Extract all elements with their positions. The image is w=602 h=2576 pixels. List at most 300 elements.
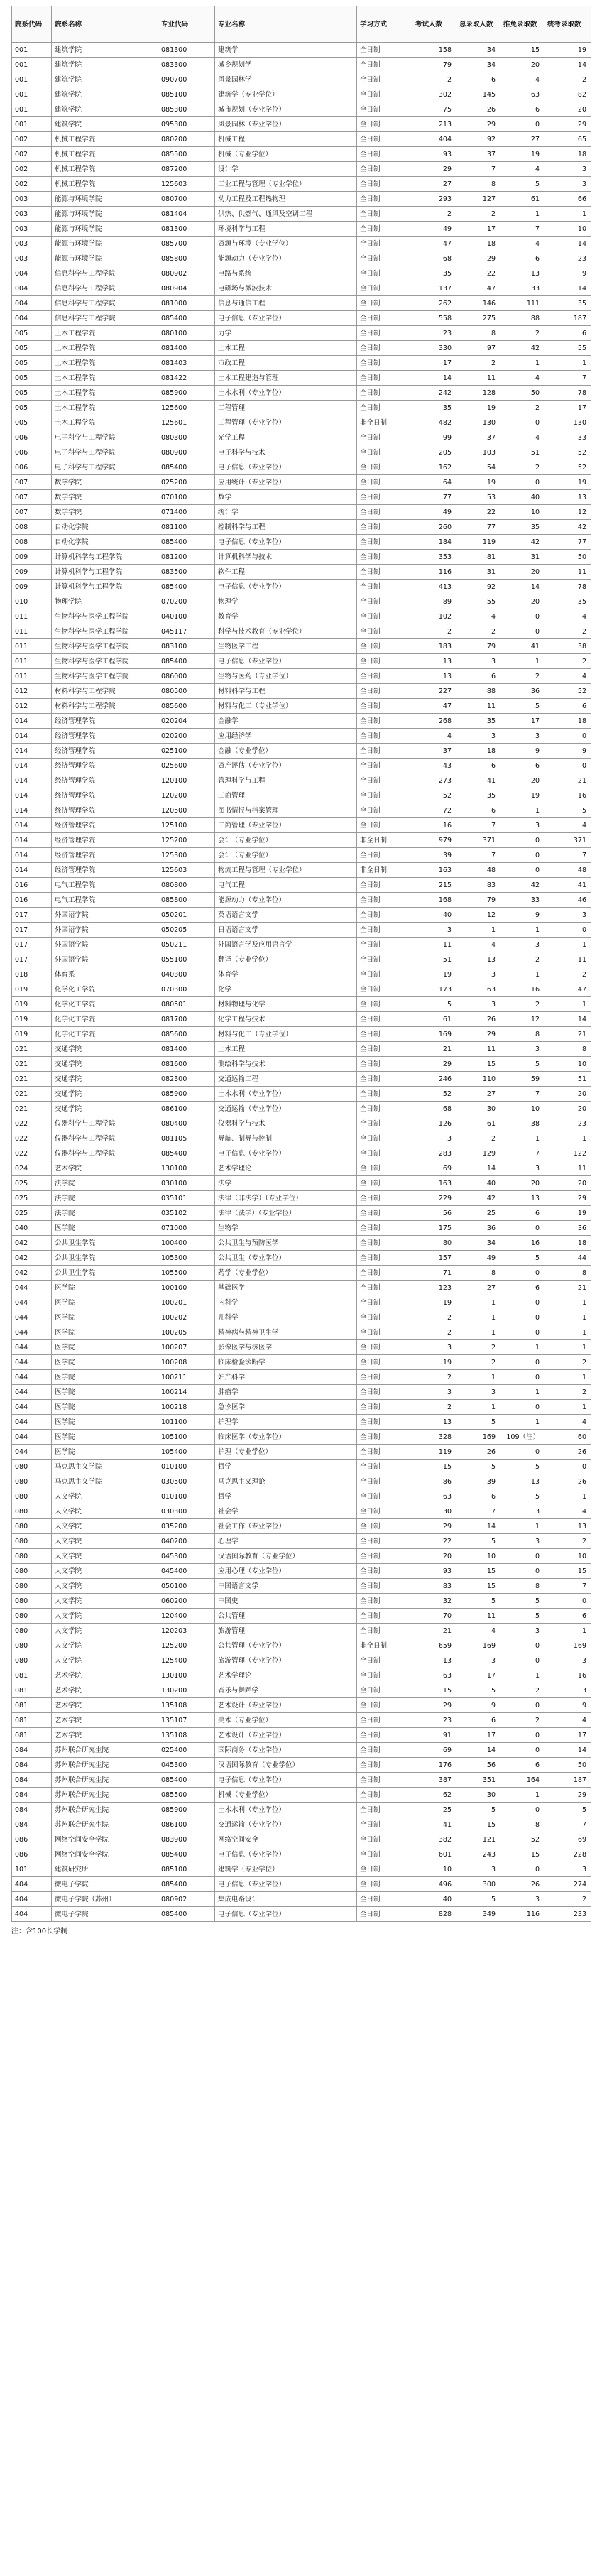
cell-study-mode: 全日制 [357, 1295, 412, 1310]
cell-dept-code: 003 [12, 237, 52, 251]
cell-exam-admitted: 4 [544, 818, 591, 833]
table-row [12, 863, 591, 878]
table-row [12, 1773, 591, 1788]
cell-exam-admitted: 26 [544, 1445, 591, 1460]
cell-study-mode: 全日制 [357, 744, 412, 759]
table-row [12, 162, 591, 177]
cell-study-mode: 全日制 [357, 1713, 412, 1728]
header-row [12, 6, 591, 43]
cell-major-name: 马克思主义理论 [215, 1474, 357, 1489]
cell-recommended-admitted: 61 [500, 192, 544, 207]
table-row [12, 72, 591, 87]
cell-exam-admitted: 3 [544, 177, 591, 192]
cell-exam-admitted: 10 [544, 1549, 591, 1564]
cell-recommended-admitted: 0 [500, 1355, 544, 1370]
cell-dept-name: 经济管理学院 [52, 803, 158, 818]
cell-major-name: 电子信息（专业学位） [215, 654, 357, 669]
cell-study-mode: 全日制 [357, 1057, 412, 1072]
cell-study-mode: 全日制 [357, 460, 412, 475]
cell-dept-name: 公共卫生学院 [52, 1236, 158, 1251]
table-row [12, 326, 591, 341]
cell-major-name: 基础医学 [215, 1281, 357, 1295]
table-row [12, 356, 591, 371]
cell-recommended-admitted: 4 [500, 430, 544, 445]
cell-exam-admitted: 7 [544, 848, 591, 863]
cell-study-mode: 全日制 [357, 87, 412, 102]
cell-major-name: 电子科学与技术 [215, 445, 357, 460]
cell-dept-name: 仪器科学与工程学院 [52, 1146, 158, 1161]
cell-exam-admitted: 3 [544, 908, 591, 923]
cell-recommended-admitted: 8 [500, 1817, 544, 1832]
cell-major-name: 仪器科学与技术 [215, 1116, 357, 1131]
cell-dept-name: 经济管理学院 [52, 759, 158, 773]
cell-major-name: 电子信息（专业学位） [215, 1773, 357, 1788]
cell-study-mode: 全日制 [357, 818, 412, 833]
cell-major-code: 085900 [158, 1803, 215, 1817]
cell-exam-admitted: 82 [544, 87, 591, 102]
cell-major-code: 120400 [158, 1609, 215, 1624]
cell-total-admitted: 2 [456, 207, 500, 222]
table-row [12, 341, 591, 356]
cell-major-code: 025200 [158, 475, 215, 490]
cell-exam-count: 330 [412, 341, 456, 356]
cell-exam-admitted: 4 [544, 609, 591, 624]
table-row [12, 386, 591, 401]
cell-exam-count: 246 [412, 1072, 456, 1087]
cell-exam-admitted: 17 [544, 401, 591, 415]
cell-total-admitted: 77 [456, 520, 500, 535]
cell-study-mode: 全日制 [357, 535, 412, 550]
header-exam-count: 考试人数 [412, 6, 456, 43]
cell-exam-admitted: 44 [544, 1251, 591, 1266]
cell-exam-count: 215 [412, 878, 456, 893]
cell-exam-count: 40 [412, 908, 456, 923]
cell-recommended-admitted: 3 [500, 1161, 544, 1176]
cell-major-code: 085300 [158, 102, 215, 117]
cell-recommended-admitted: 3 [500, 1892, 544, 1907]
cell-total-admitted: 2 [456, 356, 500, 371]
table-row [12, 1012, 591, 1027]
cell-total-admitted: 7 [456, 818, 500, 833]
cell-recommended-admitted: 42 [500, 878, 544, 893]
table-row [12, 1758, 591, 1773]
cell-exam-count: 25 [412, 1803, 456, 1817]
cell-dept-code: 009 [12, 580, 52, 594]
cell-major-name: 建筑学（专业学位） [215, 87, 357, 102]
cell-study-mode: 全日制 [357, 1743, 412, 1758]
cell-dept-code: 003 [12, 207, 52, 222]
cell-exam-count: 213 [412, 117, 456, 132]
cell-major-name: 金融学 [215, 714, 357, 729]
cell-exam-count: 16 [412, 818, 456, 833]
cell-dept-code: 042 [12, 1251, 52, 1266]
cell-recommended-admitted: 0 [500, 1862, 544, 1877]
cell-major-name: 工商管理 [215, 788, 357, 803]
cell-major-code: 025100 [158, 744, 215, 759]
footnote: 注：含100长学制 [11, 1928, 68, 1935]
cell-exam-admitted: 16 [544, 788, 591, 803]
cell-recommended-admitted: 42 [500, 341, 544, 356]
cell-dept-code: 005 [12, 341, 52, 356]
cell-dept-name: 能源与环境学院 [52, 192, 158, 207]
cell-major-name: 城乡规划学 [215, 58, 357, 72]
cell-dept-name: 法学院 [52, 1176, 158, 1191]
cell-exam-admitted: 233 [544, 1907, 591, 1922]
cell-recommended-admitted: 2 [500, 997, 544, 1012]
cell-recommended-admitted: 2 [500, 460, 544, 475]
table-row [12, 192, 591, 207]
cell-total-admitted: 19 [456, 475, 500, 490]
cell-dept-name: 仪器科学与工程学院 [52, 1131, 158, 1146]
cell-major-code: 055100 [158, 952, 215, 967]
cell-dept-name: 人文学院 [52, 1489, 158, 1504]
cell-exam-admitted: 9 [544, 266, 591, 281]
cell-total-admitted: 12 [456, 908, 500, 923]
cell-total-admitted: 18 [456, 744, 500, 759]
cell-dept-code: 004 [12, 311, 52, 326]
cell-study-mode: 全日制 [357, 266, 412, 281]
cell-exam-count: 3 [412, 1340, 456, 1355]
cell-total-admitted: 97 [456, 341, 500, 356]
cell-dept-code: 080 [12, 1624, 52, 1638]
cell-dept-name: 苏州联合研究生院 [52, 1773, 158, 1788]
cell-dept-name: 土木工程学院 [52, 401, 158, 415]
cell-total-admitted: 15 [456, 1057, 500, 1072]
cell-study-mode: 全日制 [357, 401, 412, 415]
cell-study-mode: 全日制 [357, 848, 412, 863]
cell-dept-code: 022 [12, 1116, 52, 1131]
cell-exam-admitted: 19 [544, 475, 591, 490]
cell-exam-count: 69 [412, 1743, 456, 1758]
cell-major-code: 081400 [158, 341, 215, 356]
cell-major-code: 085400 [158, 1877, 215, 1892]
cell-dept-code: 080 [12, 1460, 52, 1474]
cell-major-code: 100211 [158, 1370, 215, 1385]
cell-exam-admitted: 9 [544, 1698, 591, 1713]
cell-major-name: 测绘科学与技术 [215, 1057, 357, 1072]
cell-major-name: 电气工程 [215, 878, 357, 893]
cell-major-name: 工商管理（专业学位） [215, 818, 357, 833]
header-dept-code: 院系代码 [12, 6, 52, 43]
cell-major-code: 081404 [158, 207, 215, 222]
cell-recommended-admitted: 1 [500, 1131, 544, 1146]
cell-major-code: 071400 [158, 505, 215, 520]
cell-study-mode: 全日制 [357, 1072, 412, 1087]
cell-dept-name: 医学院 [52, 1325, 158, 1340]
cell-exam-admitted: 11 [544, 952, 591, 967]
cell-exam-admitted: 50 [544, 1758, 591, 1773]
cell-dept-name: 人文学院 [52, 1504, 158, 1519]
cell-dept-code: 001 [12, 43, 52, 58]
cell-total-admitted: 35 [456, 788, 500, 803]
cell-dept-code: 040 [12, 1221, 52, 1236]
cell-dept-name: 电气工程学院 [52, 878, 158, 893]
cell-exam-count: 15 [412, 1460, 456, 1474]
cell-dept-code: 044 [12, 1325, 52, 1340]
cell-study-mode: 全日制 [357, 43, 412, 58]
cell-major-name: 电子信息（专业学位） [215, 580, 357, 594]
cell-exam-admitted: 3 [544, 1653, 591, 1668]
cell-exam-count: 157 [412, 1251, 456, 1266]
table-row [12, 311, 591, 326]
cell-recommended-admitted: 1 [500, 207, 544, 222]
cell-exam-count: 13 [412, 669, 456, 684]
cell-total-admitted: 3 [456, 729, 500, 744]
cell-recommended-admitted: 14 [500, 580, 544, 594]
cell-dept-name: 土木工程学院 [52, 371, 158, 386]
cell-exam-admitted: 9 [544, 744, 591, 759]
cell-dept-code: 016 [12, 878, 52, 893]
cell-dept-code: 044 [12, 1355, 52, 1370]
cell-total-admitted: 79 [456, 893, 500, 908]
table-row [12, 1579, 591, 1594]
cell-exam-count: 353 [412, 550, 456, 565]
cell-recommended-admitted: 1 [500, 654, 544, 669]
cell-total-admitted: 3 [456, 997, 500, 1012]
table-row [12, 1474, 591, 1489]
cell-exam-count: 64 [412, 475, 456, 490]
cell-dept-code: 022 [12, 1131, 52, 1146]
table-row [12, 848, 591, 863]
cell-exam-count: 183 [412, 639, 456, 654]
cell-total-admitted: 14 [456, 1743, 500, 1758]
cell-dept-name: 建筑学院 [52, 117, 158, 132]
cell-major-name: 电子信息（专业学位） [215, 1907, 357, 1922]
cell-dept-name: 建筑学院 [52, 102, 158, 117]
cell-total-admitted: 18 [456, 237, 500, 251]
cell-dept-name: 土木工程学院 [52, 356, 158, 371]
table-row [12, 147, 591, 162]
cell-recommended-admitted: 5 [500, 1594, 544, 1609]
cell-major-name: 物流工程与管理（专业学位） [215, 863, 357, 878]
cell-recommended-admitted: 36 [500, 684, 544, 699]
cell-total-admitted: 56 [456, 1758, 500, 1773]
cell-total-admitted: 47 [456, 281, 500, 296]
cell-dept-code: 004 [12, 296, 52, 311]
cell-major-name: 机械（专业学位） [215, 147, 357, 162]
cell-exam-admitted: 7 [544, 371, 591, 386]
cell-major-name: 交通运输（专业学位） [215, 1817, 357, 1832]
cell-recommended-admitted: 164 [500, 1773, 544, 1788]
table-row [12, 1266, 591, 1281]
cell-exam-admitted: 16 [544, 1668, 591, 1683]
cell-major-name: 化学 [215, 982, 357, 997]
cell-dept-name: 医学院 [52, 1295, 158, 1310]
cell-study-mode: 全日制 [357, 1579, 412, 1594]
cell-recommended-admitted: 10 [500, 505, 544, 520]
cell-major-code: 050205 [158, 923, 215, 938]
cell-exam-admitted: 1 [544, 1489, 591, 1504]
cell-exam-admitted: 274 [544, 1877, 591, 1892]
cell-major-name: 心理学 [215, 1534, 357, 1549]
cell-recommended-admitted: 0 [500, 1310, 544, 1325]
cell-total-admitted: 7 [456, 848, 500, 863]
cell-recommended-admitted: 50 [500, 386, 544, 401]
cell-total-admitted: 5 [456, 1460, 500, 1474]
cell-recommended-admitted: 16 [500, 1236, 544, 1251]
cell-exam-count: 2 [412, 624, 456, 639]
cell-major-code: 081105 [158, 1131, 215, 1146]
cell-exam-count: 242 [412, 386, 456, 401]
cell-exam-count: 173 [412, 982, 456, 997]
cell-recommended-admitted: 13 [500, 1474, 544, 1489]
table-row [12, 1877, 591, 1892]
cell-major-name: 哲学 [215, 1489, 357, 1504]
cell-total-admitted: 1 [456, 1310, 500, 1325]
cell-major-name: 社会学 [215, 1504, 357, 1519]
cell-exam-count: 13 [412, 654, 456, 669]
cell-study-mode: 全日制 [357, 1653, 412, 1668]
cell-study-mode: 全日制 [357, 982, 412, 997]
cell-recommended-admitted: 9 [500, 744, 544, 759]
table-row [12, 415, 591, 430]
cell-dept-code: 404 [12, 1892, 52, 1907]
cell-dept-code: 044 [12, 1430, 52, 1445]
cell-exam-count: 72 [412, 803, 456, 818]
cell-dept-name: 化学化工学院 [52, 1027, 158, 1042]
cell-study-mode: 全日制 [357, 251, 412, 266]
cell-total-admitted: 6 [456, 803, 500, 818]
cell-major-name: 会计（专业学位） [215, 833, 357, 848]
cell-major-name: 公共管理 [215, 1609, 357, 1624]
cell-dept-name: 艺术学院 [52, 1161, 158, 1176]
cell-major-name: 能源动力（专业学位） [215, 893, 357, 908]
cell-total-admitted: 30 [456, 1102, 500, 1116]
cell-dept-code: 019 [12, 1027, 52, 1042]
cell-major-name: 英语语言文学 [215, 908, 357, 923]
cell-total-admitted: 169 [456, 1638, 500, 1653]
cell-exam-count: 47 [412, 699, 456, 714]
cell-dept-name: 医学院 [52, 1415, 158, 1430]
cell-study-mode: 全日制 [357, 132, 412, 147]
cell-exam-count: 828 [412, 1907, 456, 1922]
cell-total-admitted: 103 [456, 445, 500, 460]
cell-recommended-admitted: 0 [500, 1445, 544, 1460]
cell-recommended-admitted: 16 [500, 982, 544, 997]
cell-study-mode: 全日制 [357, 1176, 412, 1191]
cell-exam-count: 43 [412, 759, 456, 773]
cell-dept-name: 医学院 [52, 1310, 158, 1325]
cell-major-name: 应用经济学 [215, 729, 357, 744]
cell-study-mode: 全日制 [357, 1430, 412, 1445]
cell-major-code: 125603 [158, 863, 215, 878]
cell-total-admitted: 31 [456, 565, 500, 580]
cell-exam-admitted: 29 [544, 117, 591, 132]
cell-dept-code: 084 [12, 1743, 52, 1758]
cell-study-mode: 全日制 [357, 1698, 412, 1713]
cell-exam-count: 29 [412, 1057, 456, 1072]
cell-dept-code: 084 [12, 1817, 52, 1832]
cell-study-mode: 非全日制 [357, 1638, 412, 1653]
cell-exam-count: 601 [412, 1847, 456, 1862]
table-row [12, 132, 591, 147]
cell-dept-name: 人文学院 [52, 1549, 158, 1564]
cell-exam-admitted: 3 [544, 1683, 591, 1698]
cell-exam-admitted: 10 [544, 222, 591, 237]
cell-total-admitted: 11 [456, 1042, 500, 1057]
cell-major-name: 翻译（专业学位） [215, 952, 357, 967]
cell-total-admitted: 5 [456, 1415, 500, 1430]
cell-recommended-admitted: 2 [500, 326, 544, 341]
cell-major-name: 国际商务（专业学位） [215, 1743, 357, 1758]
table-row [12, 102, 591, 117]
cell-major-name: 数学 [215, 490, 357, 505]
cell-major-name: 艺术设计（专业学位） [215, 1728, 357, 1743]
cell-study-mode: 全日制 [357, 684, 412, 699]
cell-major-code: 083900 [158, 1832, 215, 1847]
cell-exam-count: 29 [412, 1698, 456, 1713]
cell-recommended-admitted: 13 [500, 266, 544, 281]
cell-dept-code: 086 [12, 1847, 52, 1862]
table-row [12, 1653, 591, 1668]
cell-dept-code: 084 [12, 1773, 52, 1788]
cell-major-name: 能源动力（专业学位） [215, 251, 357, 266]
cell-major-code: 090700 [158, 72, 215, 87]
header-total-admitted: 总录取人数 [456, 6, 500, 43]
table-row [12, 759, 591, 773]
header-study-mode: 学习方式 [357, 6, 412, 43]
cell-dept-code: 044 [12, 1415, 52, 1430]
table-row [12, 1325, 591, 1340]
table-row [12, 1415, 591, 1430]
cell-dept-name: 人文学院 [52, 1638, 158, 1653]
cell-exam-count: 328 [412, 1430, 456, 1445]
cell-dept-name: 体育系 [52, 967, 158, 982]
cell-dept-name: 经济管理学院 [52, 714, 158, 729]
cell-dept-code: 002 [12, 132, 52, 147]
cell-dept-code: 080 [12, 1474, 52, 1489]
cell-recommended-admitted: 3 [500, 729, 544, 744]
cell-recommended-admitted: 2 [500, 1683, 544, 1698]
cell-study-mode: 全日制 [357, 1325, 412, 1340]
cell-major-code: 071000 [158, 1221, 215, 1236]
cell-recommended-admitted: 1 [500, 967, 544, 982]
cell-exam-count: 68 [412, 251, 456, 266]
cell-dept-code: 002 [12, 147, 52, 162]
cell-recommended-admitted: 0 [500, 1698, 544, 1713]
cell-dept-code: 004 [12, 266, 52, 281]
cell-total-admitted: 127 [456, 192, 500, 207]
cell-major-name: 汉语国际教育（专业学位） [215, 1549, 357, 1564]
cell-exam-admitted: 6 [544, 326, 591, 341]
cell-study-mode: 全日制 [357, 639, 412, 654]
cell-dept-name: 电气工程学院 [52, 893, 158, 908]
cell-major-name: 中国语言文学 [215, 1579, 357, 1594]
cell-recommended-admitted: 63 [500, 87, 544, 102]
cell-major-code: 085500 [158, 147, 215, 162]
cell-exam-count: 137 [412, 281, 456, 296]
cell-exam-admitted: 6 [544, 1609, 591, 1624]
cell-major-name: 电子信息（专业学位） [215, 1877, 357, 1892]
cell-exam-count: 227 [412, 684, 456, 699]
cell-major-name: 金融（专业学位） [215, 744, 357, 759]
cell-exam-admitted: 8 [544, 1042, 591, 1057]
cell-recommended-admitted: 13 [500, 1191, 544, 1206]
cell-study-mode: 全日制 [357, 1460, 412, 1474]
cell-study-mode: 全日制 [357, 386, 412, 401]
table-body [12, 43, 591, 1922]
table-row [12, 1057, 591, 1072]
cell-exam-count: 35 [412, 266, 456, 281]
cell-study-mode: 全日制 [357, 1310, 412, 1325]
cell-dept-name: 人文学院 [52, 1564, 158, 1579]
cell-total-admitted: 2 [456, 1355, 500, 1370]
cell-major-code: 085600 [158, 699, 215, 714]
cell-dept-name: 经济管理学院 [52, 833, 158, 848]
cell-total-admitted: 3 [456, 1862, 500, 1877]
cell-study-mode: 全日制 [357, 102, 412, 117]
cell-total-admitted: 17 [456, 1728, 500, 1743]
